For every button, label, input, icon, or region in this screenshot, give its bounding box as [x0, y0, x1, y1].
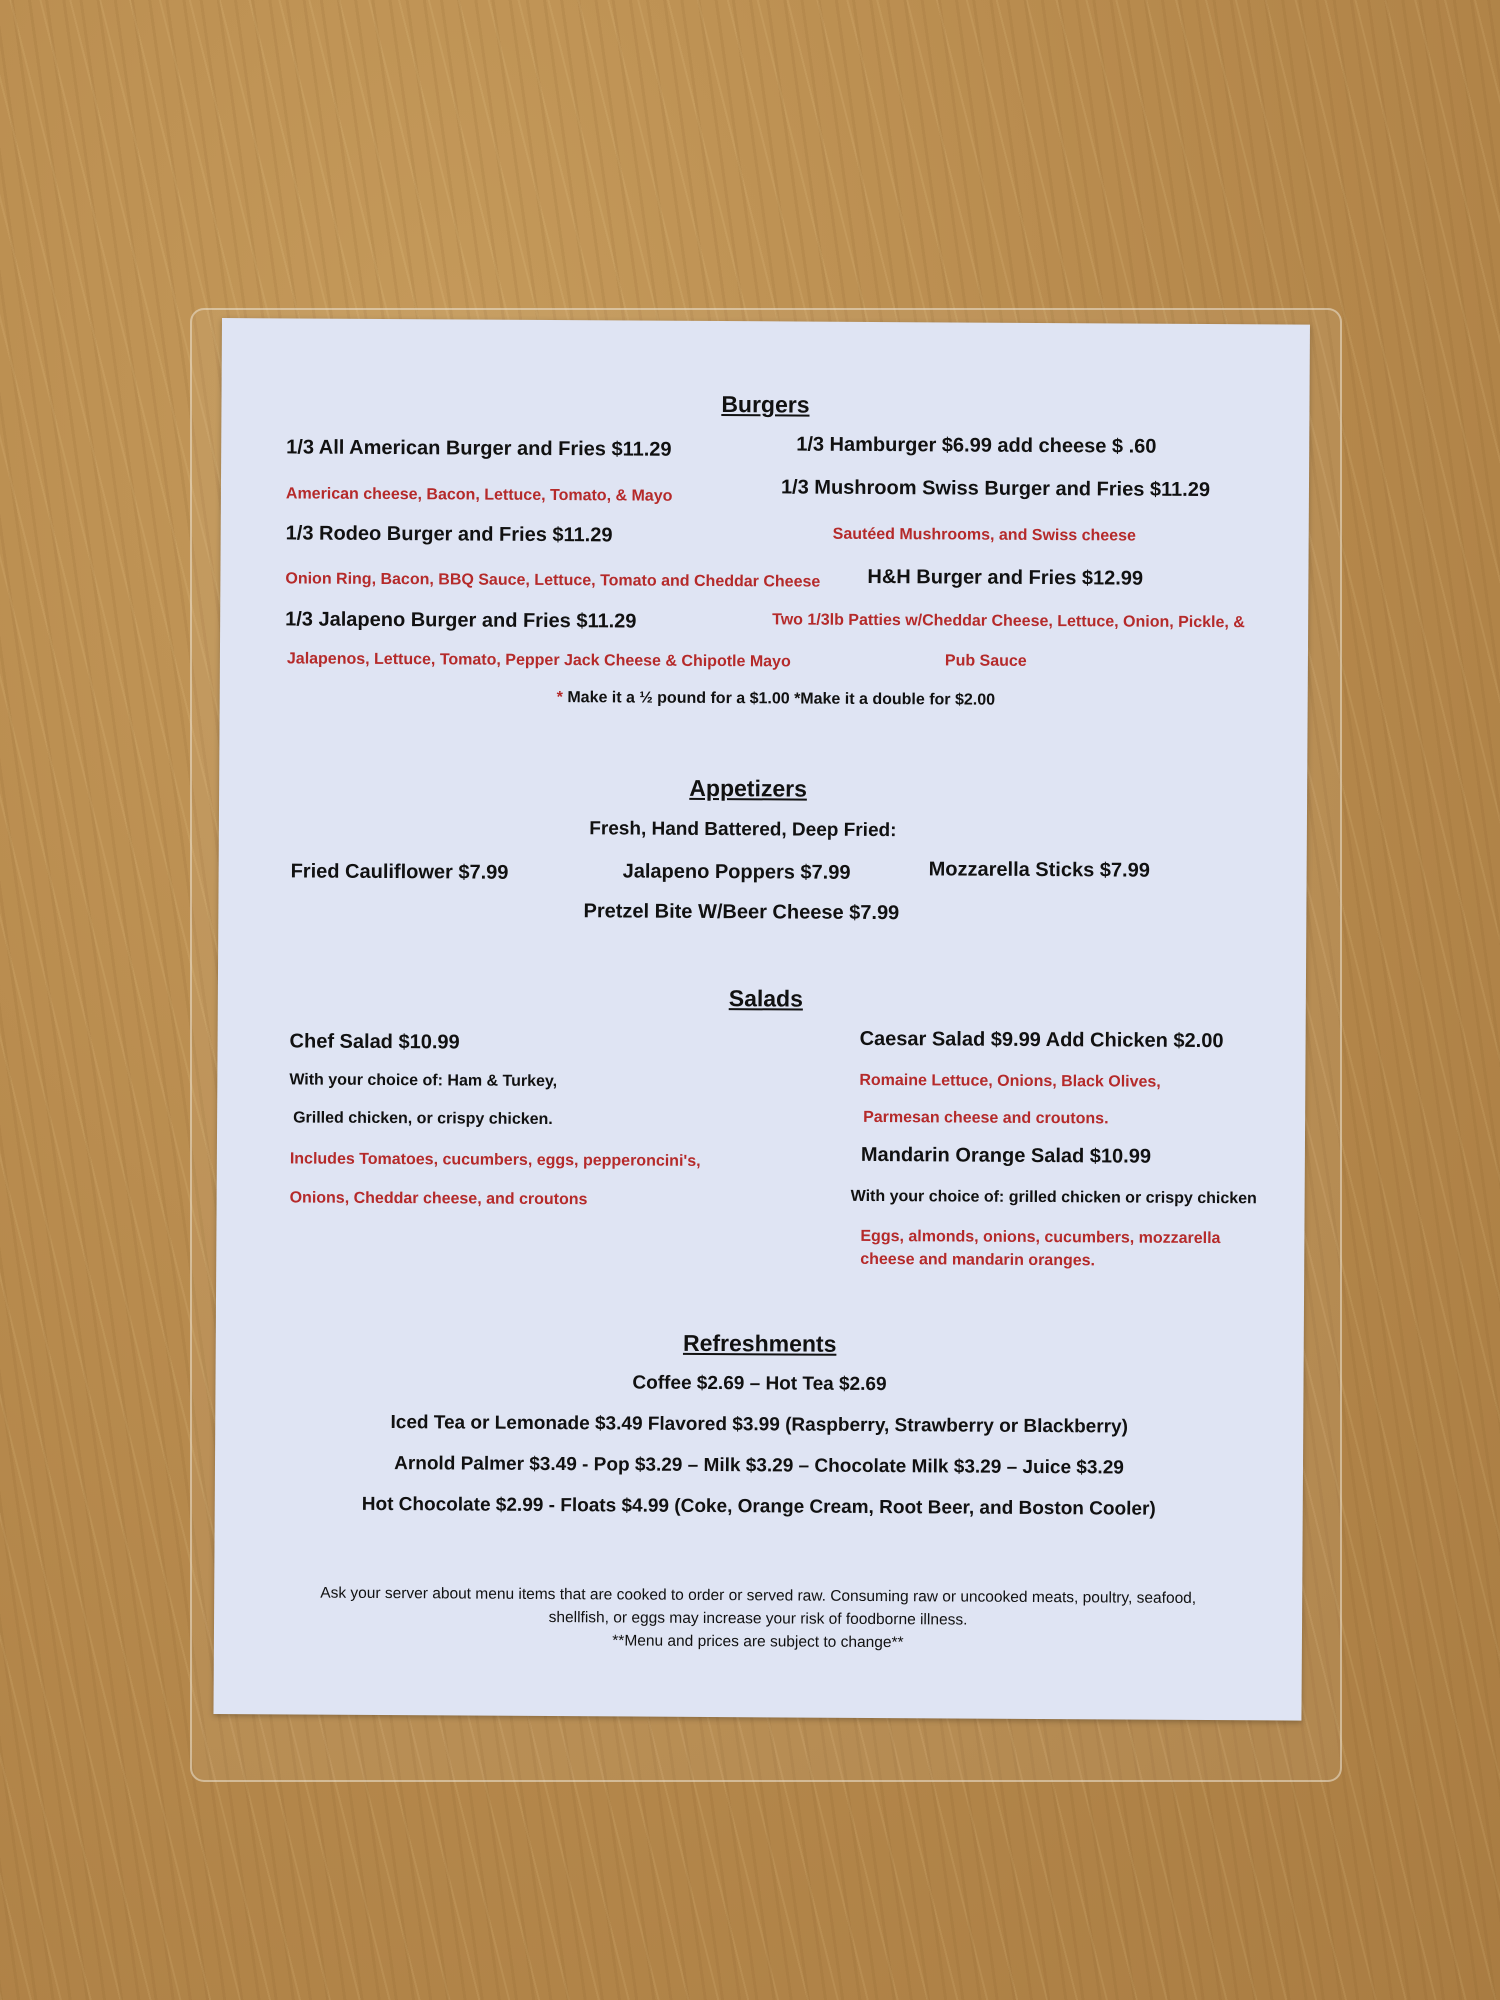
menu-sheet: [213, 318, 1310, 1721]
menu-item-caesar-salad: Caesar Salad $9.99 Add Chicken $2.00: [859, 1027, 1224, 1053]
chef-salad-choice-line1: With your choice of: Ham & Turkey,: [289, 1071, 558, 1091]
section-heading-refreshments: Refreshments: [682, 1329, 837, 1357]
menu-desc-hh-burger-line2: Pub Sauce: [944, 652, 1027, 670]
caesar-salad-desc-line1: Romaine Lettuce, Onions, Black Olives,: [859, 1071, 1161, 1091]
menu-item-hamburger: 1/3 Hamburger $6.99 add cheese $ .60: [796, 433, 1157, 458]
caesar-salad-desc-line2: Parmesan cheese and croutons.: [863, 1108, 1109, 1128]
menu-item-fried-cauliflower: Fried Cauliflower $7.99: [290, 860, 509, 884]
chef-salad-choice-line2: Grilled chicken, or crispy chicken.: [293, 1109, 553, 1129]
mandarin-salad-desc-line1: Eggs, almonds, onions, cucumbers, mozzarella: [860, 1227, 1221, 1248]
footer-consumer-advisory-line2: shellfish, or eggs may increase your risk of foodborne illness.: [548, 1609, 968, 1629]
section-heading-appetizers: Appetizers: [689, 774, 808, 802]
mandarin-salad-desc-line2: cheese and mandarin oranges.: [860, 1250, 1096, 1270]
menu-item-hh-burger: H&H Burger and Fries $12.99: [867, 565, 1144, 590]
footer-price-change-note: **Menu and prices are subject to change**: [612, 1632, 904, 1652]
refreshments-line-coffee: Coffee $2.69 – Hot Tea $2.69: [632, 1372, 887, 1396]
menu-item-rodeo: 1/3 Rodeo Burger and Fries $11.29: [285, 522, 613, 547]
refreshments-line-floats: Hot Chocolate $2.99 - Floats $4.99 (Coke, Orange Cream, Root Beer, and Boston Cooler): [361, 1493, 1156, 1520]
menu-item-mandarin-salad: Mandarin Orange Salad $10.99: [860, 1143, 1152, 1168]
refreshments-line-tea: Iced Tea or Lemonade $3.49 Flavored $3.99 (Raspberry, Strawberry or Blackberry): [390, 1412, 1129, 1438]
footer-consumer-advisory-line1: Ask your server about menu items that are cooked to order or served raw. Consuming raw or uncooked meats, poultry, seafood,: [320, 1584, 1197, 1607]
mandarin-salad-choice: With your choice of: grilled chicken or crispy chicken: [850, 1187, 1257, 1208]
burger-upgrade-note: [557, 689, 995, 710]
chef-salad-desc-line1: Includes Tomatoes, cucumbers, eggs, pepperoncini's,: [289, 1150, 701, 1170]
section-heading-salads: Salads: [728, 985, 804, 1012]
menu-desc-jalapeno-burger: Jalapenos, Lettuce, Tomato, Pepper Jack Cheese & Chipotle Mayo: [286, 650, 791, 671]
note-asterisk: *: [556, 689, 563, 707]
menu-desc-mushroom-swiss: Sautéed Mushrooms, and Swiss cheese: [832, 525, 1136, 545]
refreshments-line-pop: Arnold Palmer $3.49 - Pop $3.29 – Milk $3.29 – Chocolate Milk $3.29 – Juice $3.29: [394, 1453, 1124, 1479]
menu-desc-all-american: American cheese, Bacon, Lettuce, Tomato, & Mayo: [285, 485, 673, 505]
appetizers-subheading: Fresh, Hand Battered, Deep Fried:: [589, 818, 897, 842]
menu-item-jalapeno-poppers: Jalapeno Poppers $7.99: [622, 860, 851, 884]
note-text: Make it a ½ pound for a $1.00 *Make it a double for $2.00: [562, 689, 996, 709]
menu-item-all-american: 1/3 All American Burger and Fries $11.29: [286, 436, 672, 461]
menu-item-mushroom-swiss: 1/3 Mushroom Swiss Burger and Fries $11.29: [780, 476, 1211, 502]
chef-salad-desc-line2: Onions, Cheddar cheese, and croutons: [289, 1189, 588, 1209]
menu-item-pretzel-bite: Pretzel Bite W/Beer Cheese $7.99: [583, 900, 900, 925]
menu-desc-hh-burger-line1: Two 1/3lb Patties w/Cheddar Cheese, Lettuce, Onion, Pickle, &: [772, 611, 1245, 632]
menu-item-mozzarella-sticks: Mozzarella Sticks $7.99: [928, 858, 1150, 882]
menu-item-chef-salad: Chef Salad $10.99: [289, 1030, 460, 1054]
menu-item-jalapeno-burger: 1/3 Jalapeno Burger and Fries $11.29: [285, 608, 637, 633]
section-heading-burgers: Burgers: [721, 391, 810, 418]
menu-desc-rodeo: Onion Ring, Bacon, BBQ Sauce, Lettuce, Tomato and Cheddar Cheese: [285, 570, 821, 591]
